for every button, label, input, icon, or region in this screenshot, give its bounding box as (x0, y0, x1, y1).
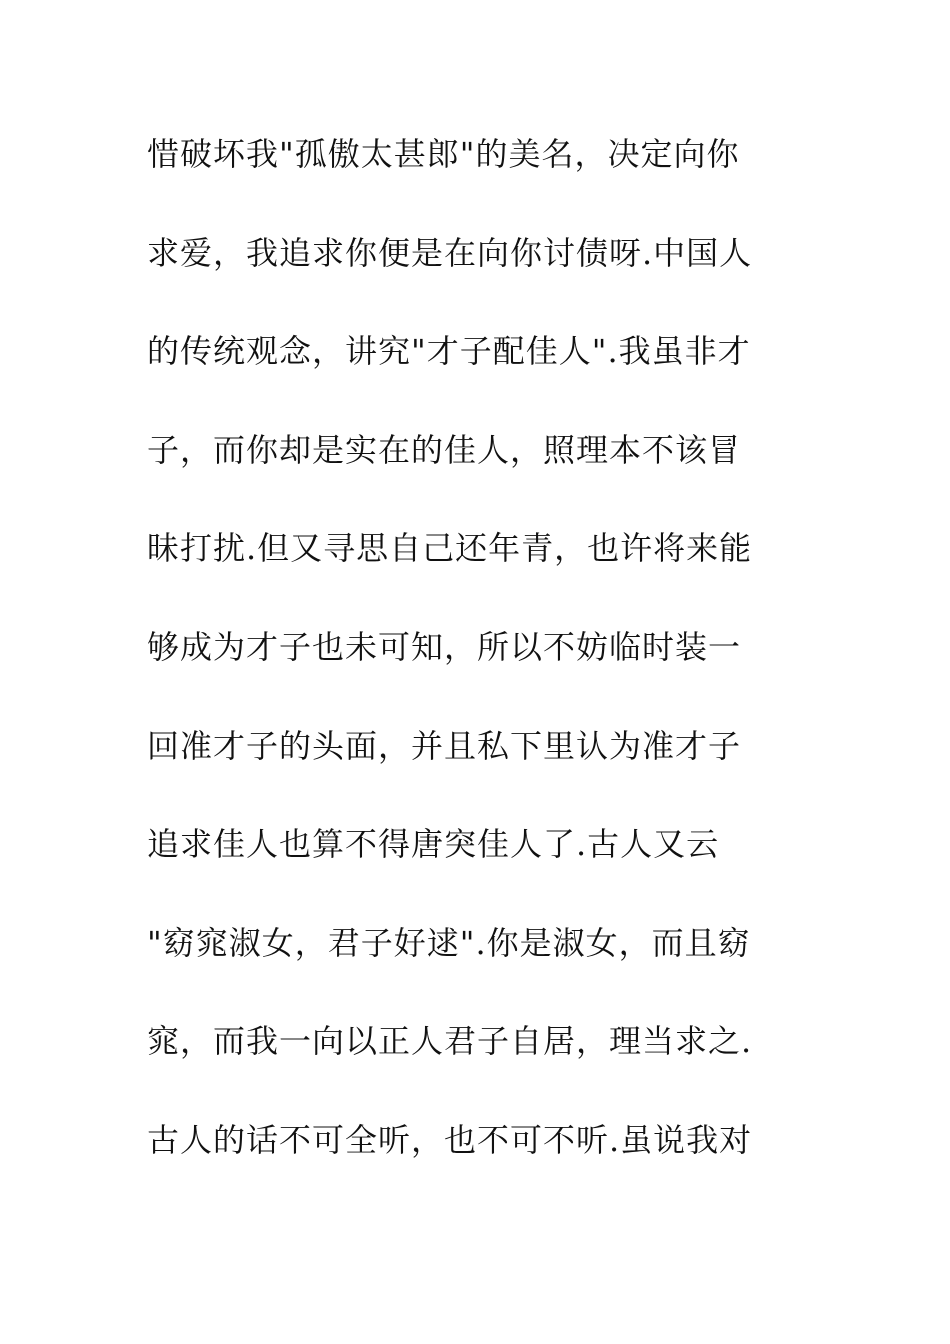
text-line-10: 窕，而我一向以正人君子自居，理当求之. (147, 1022, 753, 1061)
text-line-2: 求爱，我追求你便是在向你讨债呀.中国人 (147, 233, 753, 272)
text-line-4: 子，而你却是实在的佳人，照理本不该冒 (147, 430, 742, 469)
text-line-5: 昧打扰.但又寻思自己还年青，也许将来能 (147, 529, 753, 568)
text-line-9: "窈窕淑女，君子好逑".你是淑女，而且窈 (147, 923, 751, 962)
text-line-1: 惜破坏我"孤傲太甚郎"的美名，决定向你 (147, 135, 740, 173)
text-line-11: 古人的话不可全听，也不可不听.虽说我对 (147, 1120, 753, 1159)
text-line-7: 回准才子的头面，并且私下里认为准才子 (147, 726, 742, 765)
body-text (147, 124, 847, 1209)
text-line-6: 够成为才子也未可知，所以不妨临时装一 (147, 627, 742, 666)
text-line-3: 的传统观念，讲究"才子配佳人".我虽非才 (147, 332, 751, 371)
text-line-8: 追求佳人也算不得唐突佳人了.古人又云 (147, 825, 720, 864)
